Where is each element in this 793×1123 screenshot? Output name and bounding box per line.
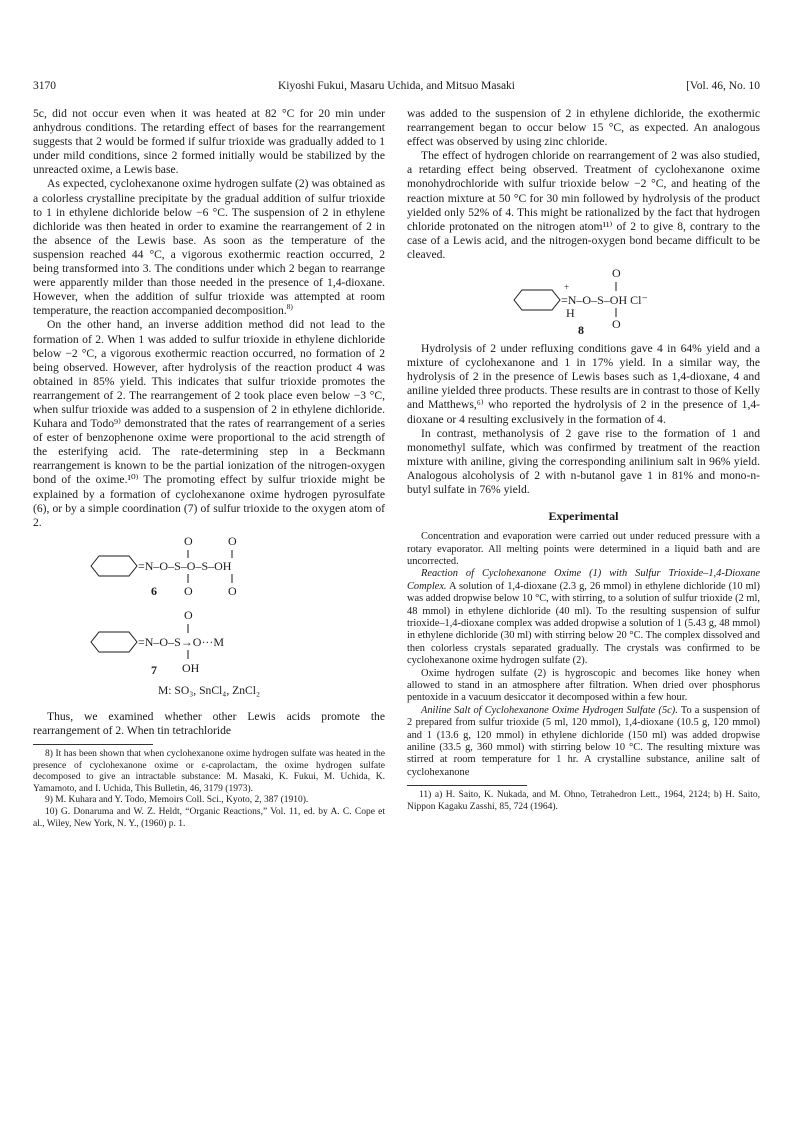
section-heading: Experimental xyxy=(548,509,619,524)
svg-text:O: O xyxy=(611,266,621,281)
structure-6 xyxy=(69,534,349,604)
paragraph: On the other hand, an inverse addition method did not lead to the formation of 2. When 1 was added to sulfur trioxide in ethylene dichloride below −2 °C, a vigorous exothermic reaction occurred, no formation of 2 being observed. However, after hydrolysis of the reaction product 4 was obtained in 85% yield. This indicates that sulfur trioxide promotes the rearrangement of 2. The rearrangement of 2 took place even below −3 °C, when sulfur trioxide was added to a suspension of 2 in ethylene dichloride. Kuhara and Todo⁹⁾ demonstrated that the rates of rearrangement of a series of ester of benzophenone oxime were proportional to the acid strength of the esterifying acid. The rate-determining step in a Beckmann rearrangement is known to be the partial ionization of the nitrogen-oxygen bond of the oxime.¹⁰⁾ The promoting effect by sulfur trioxide might be explained by a formation of cyclohexanone oxime hydrogen pyrosulfate (6), or by a simple coordination (7) of sulfur trioxide to the oxygen atom of 2. xyxy=(33,318,385,529)
footnote-divider xyxy=(33,744,153,745)
structure-8 xyxy=(454,266,714,338)
page-number: 3170 xyxy=(33,80,56,92)
footnote: 9) M. Kuhara and Y. Todo, Memoirs Coll. Sci., Kyoto, 2, 387 (1910). xyxy=(45,795,309,806)
footnote-ref: 8) xyxy=(286,302,293,312)
svg-text:8: 8 xyxy=(577,323,584,338)
svg-text:O: O xyxy=(184,607,193,622)
svg-text:+: + xyxy=(563,282,569,293)
paragraph: Aniline Salt of Cyclohexanone Oxime Hydrogen Sulfate (5c). To a suspension of 2 prepared from sulfur trioxide (5 ml, 120 mmol), 1,4-dioxane (10.5 g, 120 mmol) and 1 (13.6 g, 120 mmol) in ethylene dichloride (150 ml) was added dropwise aniline (33.5 g, 360 mmol) with stirring below 10 °C. The resulting mixture was stirred at room temperature for 1 hr. A crystalline substance, aniline salt of cyclohexanone xyxy=(407,704,760,778)
paragraph: 5c, did not occur even when it was heated at 82 °C for 20 min under anhydrous conditions. The retarding effect of bases for the rearrangement suggests that 2 would be formed if sulfur trioxide was gradually added to 1 under mild conditions, since 2 formed initially would be stabilized by the unreacted oxime, a Lewis base. xyxy=(33,107,385,177)
svg-text:6: 6 xyxy=(151,583,157,598)
left-column xyxy=(33,107,385,830)
header-authors: Kiyoshi Fukui, Masaru Uchida, and Mitsuo Masaki xyxy=(277,80,515,92)
svg-text:O: O xyxy=(228,533,237,548)
paragraph: Reaction of Cyclohexanone Oxime (1) with Sulfur Trioxide–1,4-Dioxane Complex. A solution of 1,4-dioxane (2.3 g, 26 mmol) in ethylene dichloride (10 ml) was added dropwise below 10 °C, with stirring, to a solution of sulfur trioxide (2 ml, 48 mmol) in ethylene dichloride (40 ml). To the resulting suspension of sulfur trioxide–1,4-dioxane complex was added dropwise a solution of 1 (5.43 g, 48 mmol) in ethylene dichloride (30 ml) with stirring below 20 °C. The complex dissolved and then colorless crystals separated gradually. The crystals was confirmed to be cyclohexanone oxime hydrogen sulfate (2). xyxy=(407,568,761,667)
paragraph: As expected, cyclohexanone oxime hydrogen sulfate (2) was obtained as a colorless crystalline precipitate by the gradual addition of sulfur trioxide to 1 in ethylene dichloride below −6 °C. The suspension of 2 in ethylene dichloride was then heated in order to examine the rearrangement of 2 in the absence of the Lewis base. As soon as the temperature of the suspension reached 44 °C, a vigorous exothermic reaction occurred, 2 being transformed into 3. The conditions under which 2 began to rearrange were apparently milder than those needed in the presence of 1,4-dioxane. However, when the addition of sulfur trioxide was attempted at room temperature, the reaction accompanied decomposition.$^{8)}$ xyxy=(33,177,385,318)
subsection-title: Aniline Salt of Cyclohexanone Oxime Hydrogen Sulfate (5c). xyxy=(421,704,678,716)
footnote: 11) a) H. Saito, K. Nukada, and M. Ohno, Tetrahedron Lett., 1964, 2124; b) H. Saito, Nippon Kagaku Zasshi, 85, 724 (1964). xyxy=(407,790,760,812)
footnote: 10) G. Donaruma and W. Z. Heldt, “Organic Reactions,” Vol. 11, ed. by A. C. Cope et al., Wiley, New York, N. Y., (1960) p. 1. xyxy=(33,807,385,829)
running-header xyxy=(33,80,760,96)
paragraph: was added to the suspension of 2 in ethylene dichloride, the exothermic rearrangement began to occur below 15 °C, as expected. An analogous effect was observed by using zinc chloride. xyxy=(407,107,760,149)
right-column xyxy=(407,107,760,813)
svg-text:7: 7 xyxy=(151,662,157,677)
svg-text:=N–O–S–O–S–OH: =N–O–S–O–S–OH xyxy=(138,558,232,573)
header-volume: [Vol. 46, No. 10 xyxy=(686,80,760,92)
footnote-divider xyxy=(407,785,527,786)
svg-text:OH: OH xyxy=(182,660,200,675)
svg-text:O: O xyxy=(184,533,193,548)
svg-text:H: H xyxy=(565,306,575,321)
lewis-acid-list: M: SO₃, SnCl₄, ZnCl₂ xyxy=(157,683,260,697)
footnote: 8) It has been shown that when cyclohexanone oxime hydrogen sulfate was heated in the presence of cyclohexanone oxime or ε-caprolactam, the oxime hydrogen sulfate decomposed to give an intractable substance: M. Masaki, K. Fukui, M. Uchida, K. Yamamoto, and I. Uchida, This Bulletin, 46, 3179 (1973). xyxy=(33,749,385,794)
svg-text:O: O xyxy=(611,317,621,332)
paragraph: Thus, we examined whether other Lewis acids promote the rearrangement of 2. When tin tetrachloride xyxy=(33,709,385,737)
subsection-title: Reaction of Cyclohexanone Oxime (1) with Sulfur Trioxide–1,4-Dioxane Complex. xyxy=(407,568,760,592)
svg-text:O: O xyxy=(184,583,193,598)
paragraph: In contrast, methanolysis of 2 gave rise to the formation of 1 and monomethyl sulfate, which was confirmed by treatment of the reaction mixture with aniline, giving the corresponding anilinium salt in 96% yield. Analogous alcoholysis of 2 with n-butanol gave 1 in 81% and mono-n-butyl sulfate in 76% yield. xyxy=(407,426,760,496)
paragraph: Oxime hydrogen sulfate (2) is hygroscopic and becomes like honey when allowed to stand in an atmosphere after filtration. When dried over phosphorus pentoxide in a vacuum desiccator it decomposed within a few hour. xyxy=(407,667,760,704)
paragraph: Concentration and evaporation were carried out under reduced pressure with a rotary evaporator. All melting points were determined in a liquid bath and are uncorrected. xyxy=(407,531,760,567)
paragraph: The effect of hydrogen chloride on rearrangement of 2 was also studied, a retarding effect being observed. Treatment of cyclohexanone oxime monohydrochloride with sulfur trioxide below −2 °C, and heating of the reaction mixture at 50 °C for 30 min followed by hydrolysis of the product yielded only 52% of 4. This might be rationalized by the fact that hydrogen chloride protonated on the nitrogen atom¹¹⁾ of 2 to give 8, contrary to the case of a Lewis acid, and the nitrogen-oxygen bond became difficult to be cleaved. xyxy=(407,149,760,261)
structure-7 xyxy=(69,608,349,680)
svg-text:=N–O–S–OH Cl⁻: =N–O–S–OH Cl⁻ xyxy=(560,293,648,308)
paragraph: Hydrolysis of 2 under refluxing conditions gave 4 in 64% yield and a mixture of cyclohexanone and 1 in 17% yield. In a similar way, the hydrolysis of 2 in the presence of Lewis bases such as 1,4-dioxane, 4 and aniline yielded three products. These results are in contrast to those of Kelly and Matthews,⁶⁾ who reported the hydrolysis of 2 in the presence of 1,4-dioxane or 4 resulting exclusively in the formation of 4. xyxy=(407,342,760,426)
svg-text:O: O xyxy=(228,583,237,598)
svg-text:=N–O–S→O···M: =N–O–S→O···M xyxy=(138,634,225,649)
